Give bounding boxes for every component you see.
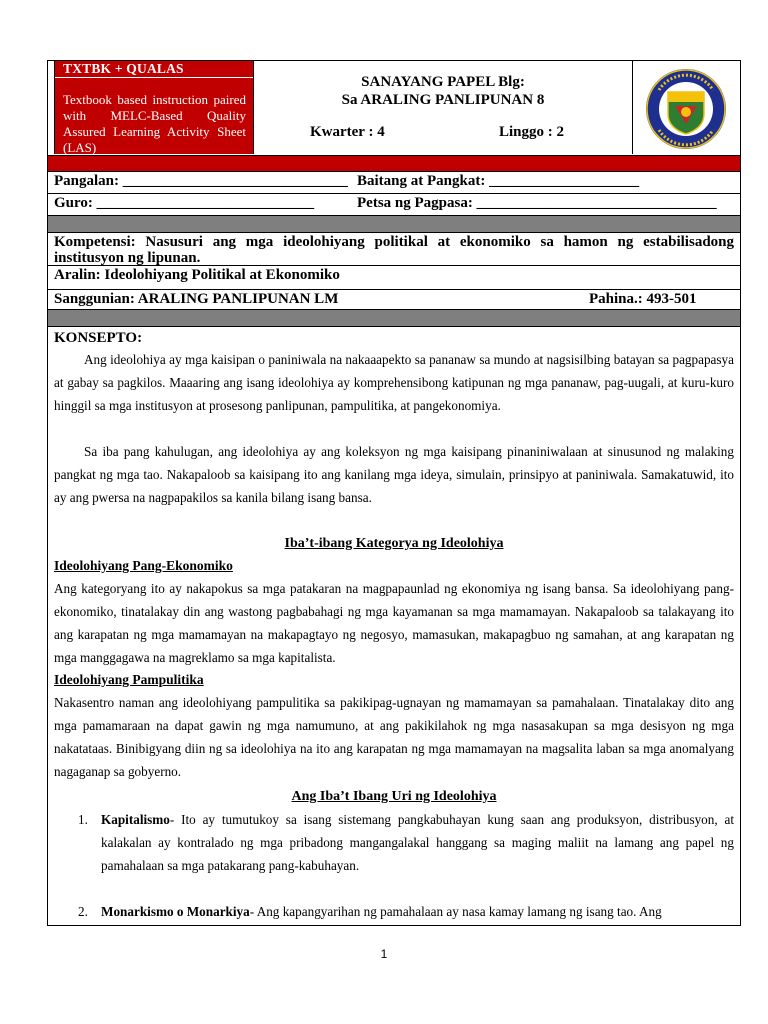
txtbk-qualas-tag: TXTBK + QUALAS <box>63 61 184 76</box>
uri-heading: Ang Iba’t Ibang Uri ng Ideolohiya <box>291 789 497 804</box>
konsepto-paragraph-2: Sa iba pang kahulugan, ang ideolohiya ay ang koleksyon ng mga kaisipang pinaniniwalaan at sinusunod ng malaking pangkat ng mga tao. Nakapaloob sa kaisipang ito ang kanilang mga ideya, simulain, prinsipyo at paniniwala. Samakatuwid, ito ay ang pwersa na nagpapakilos sa kanila bilang isang bansa. <box>54 444 734 505</box>
list-item <box>54 808 734 877</box>
aralin-row: Aralin: Ideolohiyang Politikal at Ekonomiko <box>48 266 740 290</box>
guro-row <box>48 194 740 216</box>
worksheet-content <box>48 328 740 923</box>
petsa-field[interactable]: Petsa ng Pagpasa: ________________________________ <box>357 195 717 211</box>
tag-divider <box>55 77 253 78</box>
sanggunian-row <box>48 290 740 310</box>
worksheet-frame <box>47 60 741 926</box>
kategorya-heading: Iba’t-ibang Kategorya ng Ideolohiya <box>284 536 504 551</box>
name-row <box>48 172 740 194</box>
division-seal-icon <box>645 68 727 150</box>
pangalan-field[interactable]: Pangalan: ______________________________ <box>54 173 348 189</box>
list-item-text: - Ito ay tumutukoy sa isang sistemang pangkabuhayan kung saan ang produksyon, distribusyon, at kalakalan ay kontralado ng mga pribadong mangangalakal hanggang sa maging maliit na lamang ang papel ng pamahalaan sa mga patakarang pang-kabuhayan. <box>101 812 734 873</box>
ekonomiko-paragraph: Ang kategoryang ito ay nakapokus sa mga patakaran na magpapaunlad ng ekonomiya ng isang bansa. Sa ideolohiyang pang-ekonomiko, tinatalakay din ang wastong pagbabahagi ng mga kayamanan sa mga mamamayan. Nakapaloob sa talakayang ito ang karapatan ng mga mamamayan na makapagtayo ng negosyo, mamasukan, makapagbuo ng samahan, at ang karapatan ng mga manggagawa na magreklamo sa mga kapitalista. <box>54 581 734 665</box>
konsepto-heading: KONSEPTO: <box>54 330 143 346</box>
pampulitika-paragraph: Nakasentro naman ang ideolohiyang pampulitika sa pakikipag-ugnayan ng mamamayan sa pamahalaan. Tinatalakay dito ang mga pamamaraan na dapat gawin ng mga namumuno, at ang pakikilahok ng mga nasasakupan sa mga desisyon ng mga nakatataas. Binibigyang diin ng sa ideolohiya na ito ang karapatan ng mga mamamayan na magsalita laban sa mga anomalyang nagaganap sa gobyerno. <box>54 695 734 779</box>
kompetensi-row: Kompetensi: Nasusuri ang mga ideolohiyang politikal at ekonomiko sa hamon ng estabilisadong institusyon ng lipunan. <box>48 233 740 266</box>
worksheet-header <box>48 61 740 156</box>
worksheet-title: SANAYANG PAPEL Blg: <box>361 74 525 90</box>
worksheet-subject: Sa ARALING PANLIPUNAN 8 <box>341 92 545 108</box>
header-label-box <box>54 61 254 154</box>
grey-divider-bar <box>48 216 740 233</box>
pampulitika-heading: Ideolohiyang Pampulitika <box>54 672 204 687</box>
kwarter-label: Kwarter : 4 <box>310 124 385 140</box>
sanggunian-label: Sanggunian: ARALING PANLIPUNAN LM <box>54 291 339 307</box>
list-item-term: Kapitalismo <box>101 812 170 827</box>
guro-field[interactable]: Guro: _____________________________ <box>54 195 315 211</box>
list-item-number: 1. <box>78 812 88 827</box>
header-logo-box <box>632 61 741 154</box>
pahina-label: Pahina.: 493-501 <box>589 291 697 307</box>
page-number: 1 <box>380 947 388 961</box>
grey-divider-bar-2 <box>48 310 740 327</box>
list-item <box>54 900 734 923</box>
linggo-label: Linggo : 2 <box>499 124 565 140</box>
baitang-field[interactable]: Baitang at Pangkat: ____________________ <box>357 173 640 189</box>
header-description: Textbook based instruction paired with MELC-Based Quality Assured Learning Activity Sheet (LAS) <box>63 92 246 155</box>
konsepto-paragraph-1: Ang ideolohiya ay mga kaisipan o paniniwala na nakaaapekto sa pananaw sa mundo at nagsisilbing batayan sa pagpapasya at gabay sa pagkilos. Maaaring ang isang ideolohiya ay komprehensibong katipunan ng mga pananaw, pag-uugali, at kuru-kuro hinggil sa mga institusyon at prosesong panlipunan, pampulitika, at pangekonomiya. <box>54 352 734 413</box>
ekonomiko-heading: Ideolohiyang Pang-Ekonomiko <box>54 558 233 573</box>
red-divider-bar <box>48 156 740 172</box>
list-item-term: Monarkismo o Monarkiya <box>101 904 250 919</box>
list-item-text: - Ang kapangyarihan ng pamahalaan ay nasa kamay lamang ng isang tao. Ang <box>249 904 662 919</box>
header-title-box <box>254 61 632 154</box>
list-item-number: 2. <box>78 904 88 919</box>
